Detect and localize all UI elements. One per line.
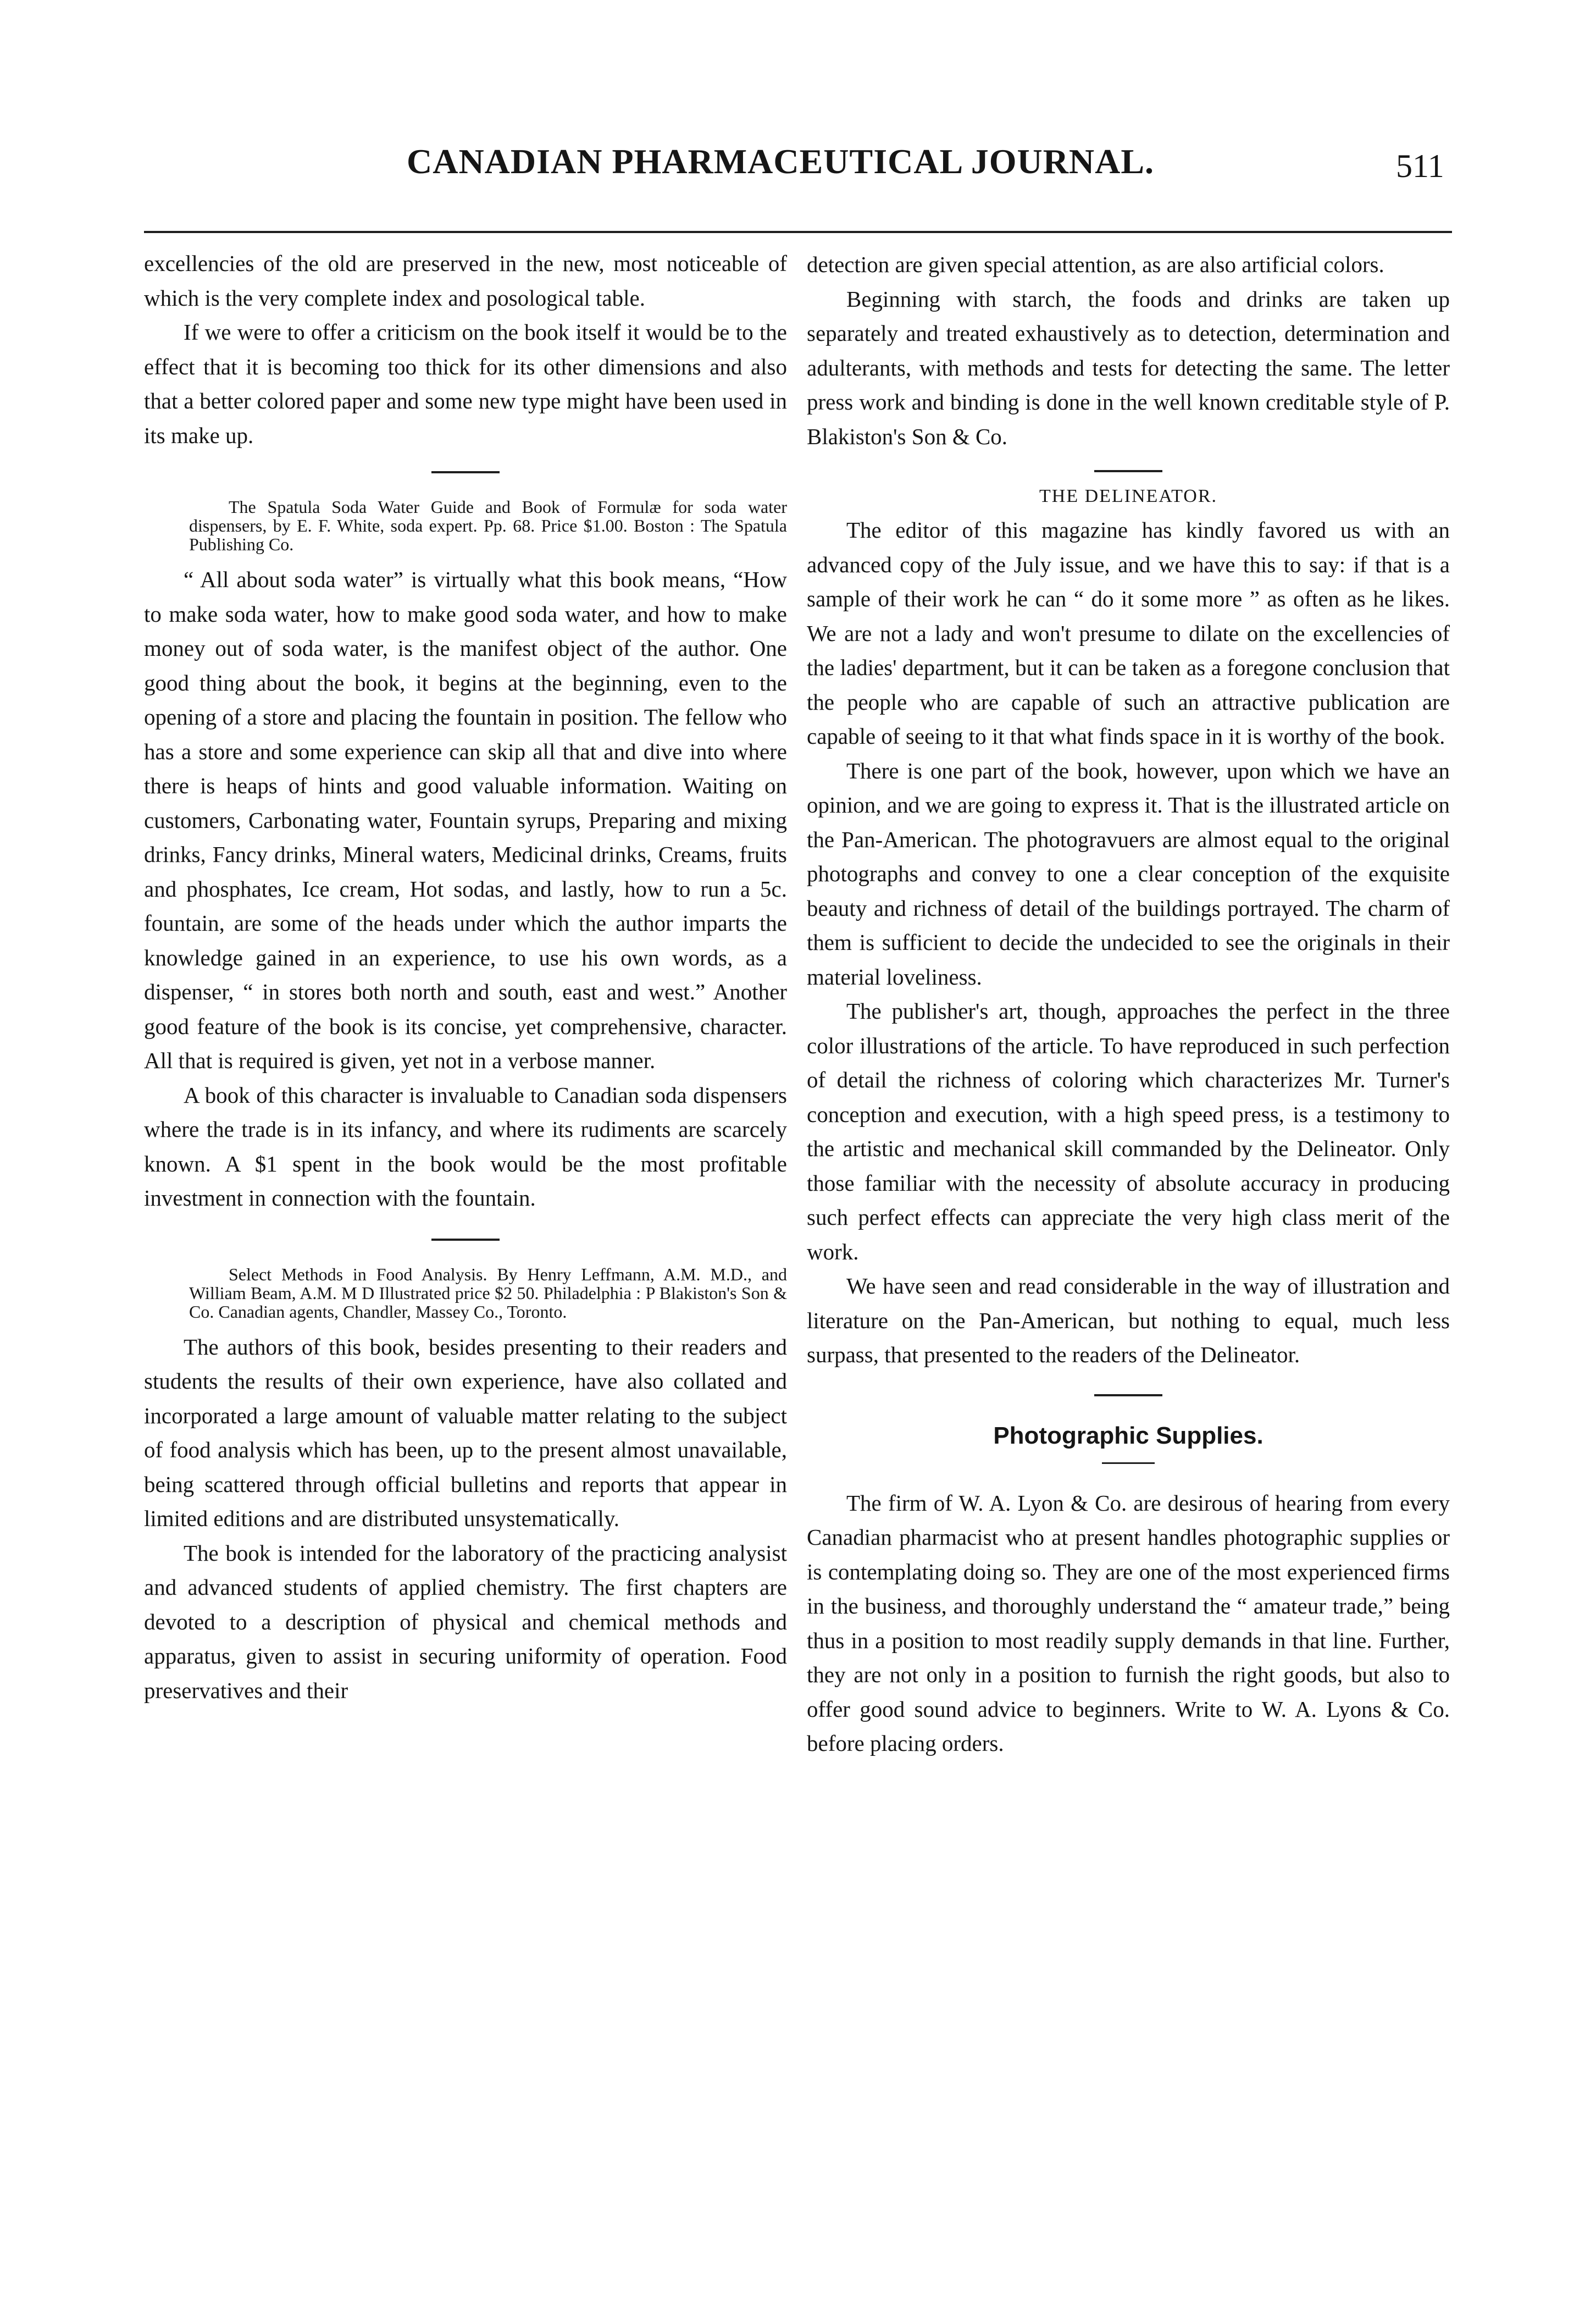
soda-review-paragraph: “ All about soda water” is virtually what this book means, “How to make soda water, how to make good soda water, and how to make money out of soda water, is the manifest object of the author. One good thing about the book, it begins at the beginning, even to the opening of a store and placing the fountain in position. The fellow who has a store and some experience can skip all that and dive into where there is heaps of hints and good valuable information. Waiting on customers, Carbonating water, Fountain syrups, Preparing and mixing drinks, Fancy drinks, Mineral waters, Medicinal drinks, Creams, fruits and phosphates, Ice cream, Hot sodas, and lastly, how to run a 5c. fountain, are some of the heads under which the author imparts the knowledge gained in an experience, to use his own words, as a dispenser, “ in stores both north and south, east and west.” Another good feature of the book is its concise, yet comprehensive, character. All that is required is given, yet not in a verbose manner. <box>144 567 787 1073</box>
soda-review-paragraph: A book of this character is invaluable to Canadian soda dispensers where the trade is in its infancy, and where its rudiments are scarcely known. A $1 spent in the book would be the most profitable investment in connection with the fountain. <box>144 1082 787 1211</box>
food-analysis-paragraph: The authors of this book, besides presenting to their readers and students the results of their own experience, have also collated and incorporated a large amount of valuable matter relating to the subject of food analysis which has been, up to the present almost unavailable, being scattered through official bulletins and reports that appear in limited editions and are distributed unsystematically. <box>144 1334 787 1531</box>
delineator-paragraph: The editor of this magazine has kindly favored us with an advanced copy of the July issue, and we have this to say: if that is a sample of their work he can “ do it some more ” as often as he likes. We are not a lady and won't presume to dilate on the excellencies of the ladies' department, but it can be taken as a foregone conclusion that the people who are capable of such an attractive publication are capable of seeing to it that what finds space in it is worthy of the book. <box>807 517 1450 749</box>
continuation-paragraph: Beginning with starch, the foods and drinks are taken up separately and treated exhaustively as to detection, determination and adulterants, with methods and tests for detecting the same. The letter press work and binding is done in the well known creditable style of P. Blakiston's Son & Co. <box>807 286 1450 449</box>
continuation-paragraph: excellencies of the old are preserved in the new, most noticeable of which is the very complete index and posological table. <box>144 251 787 311</box>
criticism-paragraph: If we were to offer a criticism on the book itself it would be to the effect that it is becoming too thick for its other dimensions and also that a better colored paper and some new type might have been used in its make up. <box>144 319 787 448</box>
right-column <box>807 247 1450 1761</box>
photographic-supplies-heading: Photographic Supplies. <box>993 1422 1263 1449</box>
section-divider <box>431 471 500 473</box>
journal-title: CANADIAN PHARMACEUTICAL JOURNAL. <box>407 142 1155 181</box>
page-number: 511 <box>1396 148 1444 184</box>
continuation-paragraph: detection are given special attention, as are also artificial colors. <box>807 252 1384 277</box>
food-analysis-citation: Select Methods in Food Analysis. By Henry Leffmann, A.M. M.D., and William Beam, A.M. M D Illustrated price $2 50. Philadelphia : P Blakiston's Son & Co. Canadian agents, Chandler, Massey Co., Toronto. <box>189 1264 787 1322</box>
left-column <box>144 246 787 1707</box>
header-rule <box>144 231 1452 233</box>
photographic-supplies-paragraph: The firm of W. A. Lyon & Co. are desirous of hearing from every Canadian pharmacist who at present handles photographic supplies or is contemplating doing so. They are one of the most experienced firms in the business, and thoroughly understand the “ amateur trade,” being thus in a position to most readily supply demands in that line. Further, they are not only in a position to furnish the right goods, but also to offer good sound advice to beginners. Write to W. A. Lyons & Co. before placing orders. <box>807 1490 1450 1756</box>
delineator-heading: THE DELINEATOR. <box>1039 486 1217 506</box>
delineator-paragraph: There is one part of the book, however, upon which we have an opinion, and we are going to express it. That is the illustrated article on the Pan-American. The photogravuers are almost equal to the original photographs and convey to one a clear conception of the exquisite beauty and richness of detail of the buildings portrayed. The charm of them is sufficient to decide the undecided to see the originals in their material loveliness. <box>807 758 1450 990</box>
section-divider <box>1094 470 1162 472</box>
delineator-paragraph: We have seen and read considerable in the way of illustration and literature on the Pan-American, but nothing to equal, much less surpass, that presented to the readers of the Delineator. <box>807 1273 1450 1367</box>
soda-book-citation: The Spatula Soda Water Guide and Book of Formulæ for soda water dispensers, by E. F. White, soda expert. Pp. 68. Price $1.00. Boston : The Spatula Publishing Co. <box>189 497 787 554</box>
heading-underline-rule <box>1102 1462 1155 1464</box>
section-divider <box>1094 1394 1162 1396</box>
food-analysis-paragraph: The book is intended for the laboratory of the practicing analysist and advanced students of applied chemistry. The first chapters are devoted to a description of physical and chemical methods and apparatus, given to assist in securing uniformity of operation. Food preservatives and their <box>144 1540 787 1703</box>
section-divider <box>431 1239 500 1241</box>
delineator-paragraph: The publisher's art, though, approaches the perfect in the three color illustrations of the article. To have reproduced in such perfection of detail the richness of coloring which characterizes Mr. Turner's conception and execution, with a high speed press, is a testimony to the artistic and mechanical skill commanded by the Delineator. Only those familiar with the necessity of absolute accuracy in producing such perfect effects can appreciate the very high class merit of the work. <box>807 998 1450 1264</box>
